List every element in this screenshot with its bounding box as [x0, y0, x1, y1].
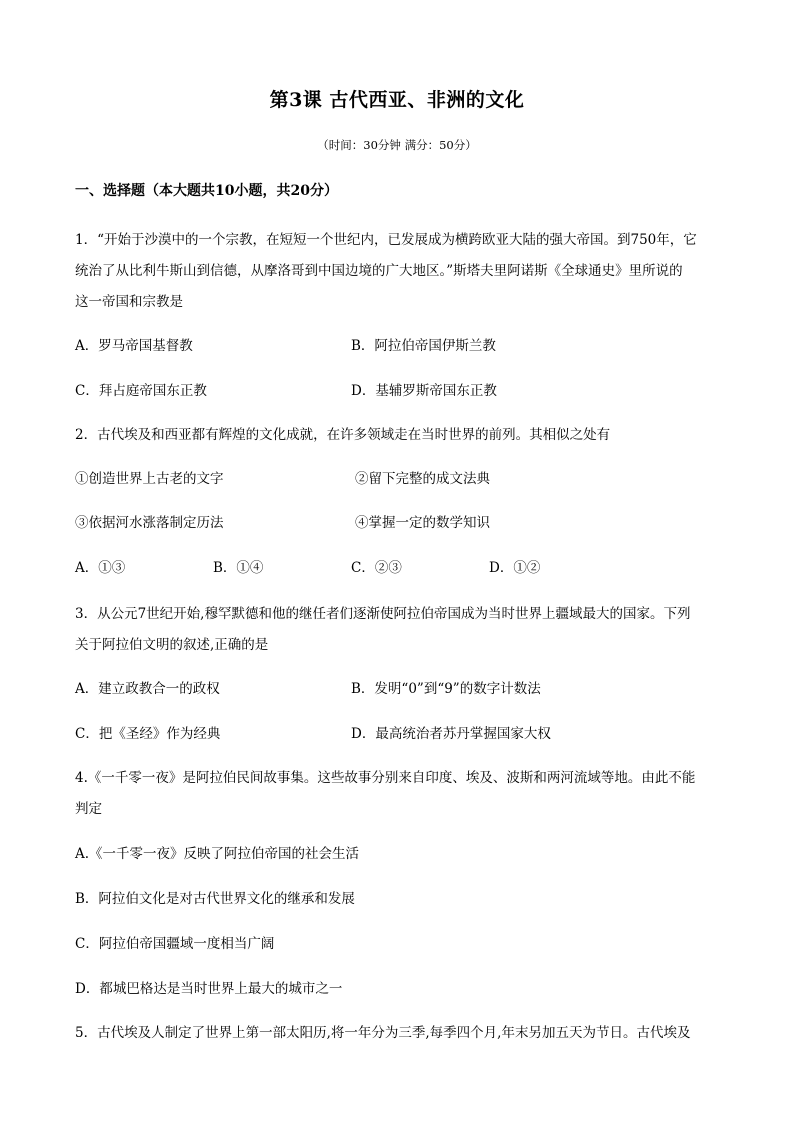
page-title: 第3课 古代西亚、非洲的文化	[269, 89, 525, 111]
question-1-line-3: 这一帝国和宗教是	[75, 294, 183, 310]
question-3-option-d: D．最高统治者苏丹掌握国家大权	[351, 726, 551, 742]
question-4-option-a: A.《一千零一夜》反映了阿拉伯帝国的社会生活	[75, 846, 360, 862]
question-2-option-c: C．②③	[351, 560, 402, 576]
question-1-option-c: C．拜占庭帝国东正教	[75, 383, 207, 399]
question-2-statement-3: ③依据河水涨落制定历法	[75, 515, 224, 531]
question-4-line-1: 4.《一千零一夜》是阿拉伯民间故事集。这些故事分别来自印度、埃及、波斯和两河流域等地。由此不能	[75, 770, 696, 786]
question-4-option-c: C．阿拉伯帝国疆域一度相当广阔	[75, 936, 275, 952]
question-4-option-b: B．阿拉伯文化是对古代世界文化的继承和发展	[75, 891, 355, 907]
question-1-option-b: B．阿拉伯帝国伊斯兰教	[351, 338, 496, 354]
question-3-option-a: A．建立政教合一的政权	[75, 681, 220, 697]
question-3-option-c: C．把《圣经》作为经典	[75, 726, 221, 742]
question-1-line-1: 1．“开始于沙漠中的一个宗教，在短短一个世纪内，已发展成为横跨欧亚大陆的强大帝国。到750年，它	[75, 232, 697, 248]
exam-info: （时间：30分钟 满分：50分）	[317, 138, 477, 152]
question-2-statement-1: ①创造世界上古老的文字	[75, 471, 224, 487]
question-2-line-1: 2．古代埃及和西亚都有辉煌的文化成就，在许多领域走在当时世界的前列。其相似之处有	[75, 427, 611, 443]
question-4-line-2: 判定	[75, 801, 102, 817]
question-2-option-d: D．①②	[489, 560, 541, 576]
question-3-line-2: 关于阿拉伯文明的叙述,正确的是	[75, 637, 269, 653]
question-1-option-a: A．罗马帝国基督教	[75, 338, 193, 354]
question-2-option-b: B．①④	[213, 560, 264, 576]
question-2-option-a: A．①③	[75, 560, 126, 576]
question-2-statement-2: ②留下完整的成文法典	[355, 471, 490, 487]
question-1-line-2: 统治了从比利牛斯山到信德，从摩洛哥到中国边境的广大地区。”斯塔夫里阿诺斯《全球通史》里所说的	[75, 263, 683, 279]
section-heading: 一、选择题（本大题共10小题，共20分）	[75, 183, 338, 199]
question-4-option-d: D．都城巴格达是当时世界上最大的城市之一	[75, 981, 343, 997]
question-5-line-1: 5．古代埃及人制定了世界上第一部太阳历,将一年分为三季,每季四个月,年末另加五天为节日。古代埃及	[75, 1025, 691, 1041]
question-3-option-b: B．发明“0”到“9”的数字计数法	[351, 681, 541, 697]
question-1-option-d: D．基辅罗斯帝国东正教	[351, 383, 497, 399]
question-3-line-1: 3．从公元7世纪开始,穆罕默德和他的继任者们逐渐使阿拉伯帝国成为当时世界上疆域最大的国家。下列	[75, 606, 691, 622]
question-2-statement-4: ④掌握一定的数学知识	[355, 515, 490, 531]
